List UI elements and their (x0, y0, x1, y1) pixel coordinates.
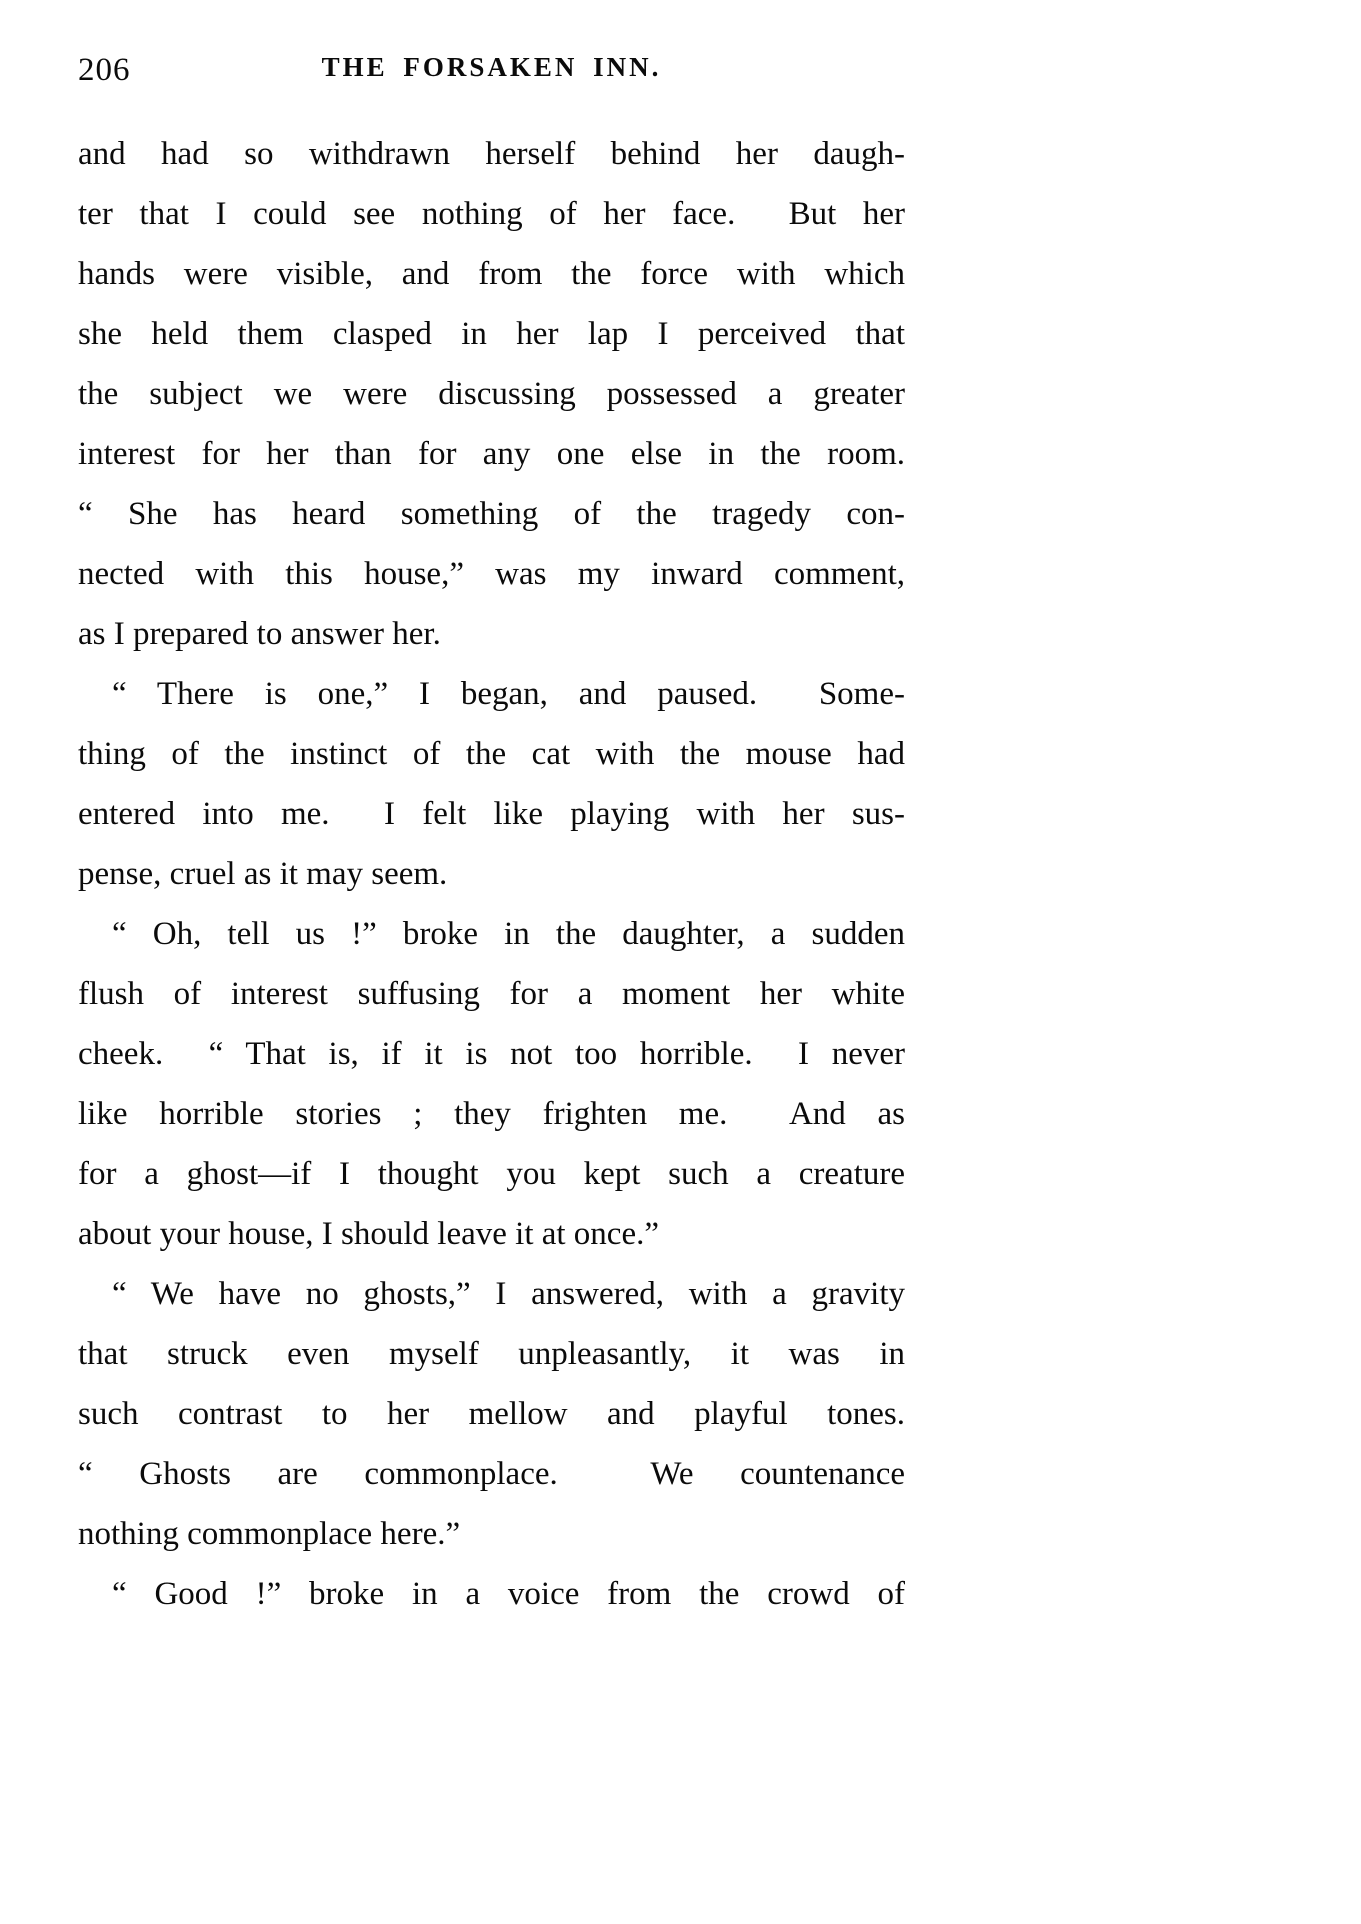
text-line: “ There is one,” I began, and paused. Some- (112, 676, 905, 712)
text-line: pense, cruel as it may seem. (78, 856, 448, 892)
page-body (78, 124, 905, 1624)
text-line: interest for her than for any one else in the room. (78, 436, 905, 472)
text-line: cheek. “ That is, if it is not too horrible. I never (78, 1036, 905, 1072)
text-line: nected with this house,” was my inward comment, (78, 556, 905, 592)
text-line: “ We have no ghosts,” I answered, with a gravity (112, 1276, 905, 1312)
text-line: “ Ghosts are commonplace. We countenance (78, 1456, 905, 1492)
text-line: she held them clasped in her lap I perceived that (78, 316, 905, 352)
text-line: as I prepared to answer her. (78, 616, 441, 652)
text-line: and had so withdrawn herself behind her daugh- (78, 136, 905, 172)
text-line: like horrible stories ; they frighten me. And as (78, 1096, 905, 1132)
text-line: about your house, I should leave it at once.” (78, 1216, 659, 1252)
page-number: 206 (78, 52, 131, 88)
running-title: THE FORSAKEN INN. (321, 52, 662, 82)
text-line: “ She has heard something of the tragedy con- (78, 496, 905, 532)
text-line: ter that I could see nothing of her face. But her (78, 196, 905, 232)
page-header (78, 48, 905, 92)
text-line: the subject we were discussing possessed a greater (78, 376, 905, 412)
text-line: “ Oh, tell us !” broke in the daughter, a sudden (112, 916, 905, 952)
text-line: thing of the instinct of the cat with the mouse had (78, 736, 905, 772)
text-line: nothing commonplace here.” (78, 1516, 461, 1552)
text-line: flush of interest suffusing for a moment her white (78, 976, 905, 1012)
text-line: such contrast to her mellow and playful tones. (78, 1396, 905, 1432)
text-line: hands were visible, and from the force with which (78, 256, 905, 292)
text-line: entered into me. I felt like playing with her sus- (78, 796, 905, 832)
text-line: “ Good !” broke in a voice from the crowd of (112, 1576, 905, 1612)
text-line: for a ghost—if I thought you kept such a creature (78, 1156, 905, 1192)
text-line: that struck even myself unpleasantly, it was in (78, 1336, 905, 1372)
